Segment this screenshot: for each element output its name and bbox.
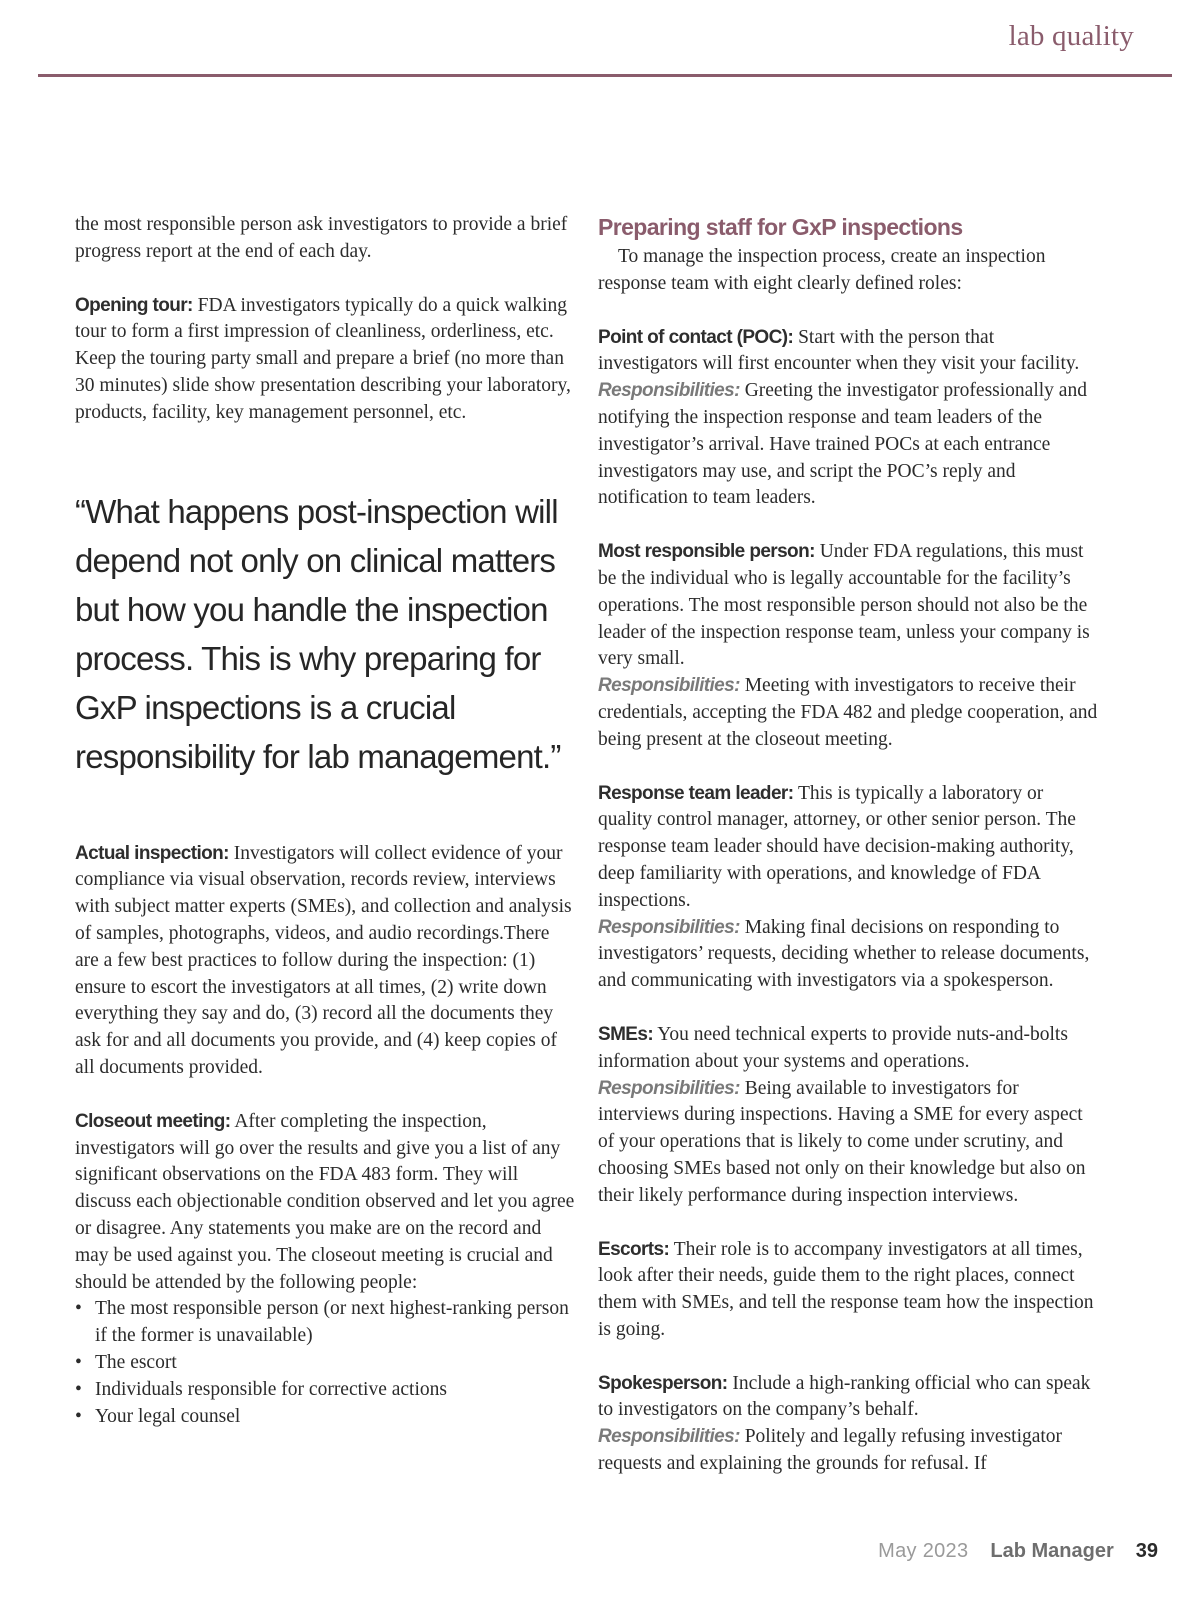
responsibilities-text: Greeting the investigator professionally and notifying the inspection response and team leaders of the investigator’s arrival. Have trained POCs at each entrance investigators may use, and script the POC’s reply and notification to team leaders.: [598, 380, 1087, 509]
responsibilities-text: Politely and legally refusing investigator requests and explaining the grounds for refusal. If: [598, 1426, 1063, 1475]
page-number: 39: [1135, 1540, 1158, 1562]
responsibilities-spokesperson: [598, 1424, 1098, 1478]
right-intro-paragraph: To manage the inspection process, create an inspection response team with eight clearly defined roles:: [598, 246, 1046, 294]
list-item-text: Individuals responsible for corrective actions: [95, 1378, 447, 1400]
magazine-name: Lab Manager: [990, 1540, 1114, 1562]
responsibilities-text: Meeting with investigators to receive their credentials, accepting the FDA 482 and pledge cooperation, and being present at the closeout meeting.: [598, 675, 1098, 750]
list-item-text: The escort: [95, 1351, 177, 1373]
role-text: You need technical experts to provide nuts-and-bolts information about your systems and operations.: [598, 1023, 1068, 1072]
opening-tour-lead: Opening tour:: [75, 294, 193, 316]
list-item: [75, 1296, 575, 1350]
actual-inspection-text: Investigators will collect evidence of your compliance via visual observation, records review, interviews with subject matter experts (SMEs), and collection and analysis of samples, photographs, videos, and audio recordings.There are a few best practices to follow during the inspection: (1) ensure to escort the investigators at all times, (2) write down everything they say and do, (3) record all the documents they ask for and all documents you provide, and (4) keep copies of all documents provided.: [75, 842, 572, 1078]
responsibilities-label: Responsibilities:: [598, 675, 740, 697]
responsibilities-most-responsible: [598, 673, 1098, 753]
responsibilities-label: Responsibilities:: [598, 916, 740, 938]
responsibilities-poc: [598, 378, 1098, 512]
list-item-text: The most responsible person (or next highest-ranking person if the former is unavailable): [95, 1298, 569, 1347]
role-lead: SMEs:: [598, 1023, 654, 1045]
role-text: Include a high-ranking official who can speak to investigators on the company’s behalf.: [598, 1372, 1091, 1421]
header-rule: [38, 74, 1172, 77]
responsibilities-text: Being available to investigators for interviews during inspections. Having a SME for every aspect of your operations that is likely to come under scrutiny, and choosing SMEs based not only on their knowledge but also on their likely performance during inspection interviews.: [598, 1077, 1086, 1206]
role-paragraph-spokesperson: [598, 1371, 1098, 1425]
section-heading: Preparing staff for GxP inspections: [598, 214, 963, 240]
role-paragraph-team-leader: [598, 781, 1098, 915]
list-item: [75, 1350, 575, 1377]
list-item-text: Your legal counsel: [95, 1405, 241, 1427]
intro-paragraph: the most responsible person ask investigators to provide a brief progress report at the end of each day.: [75, 214, 568, 262]
page-footer: [878, 1540, 1158, 1563]
role-text: This is typically a laboratory or quality control manager, attorney, or other senior person. The response team leader should have decision-making authority, deep familiarity with operations, and knowledge of FDA inspections.: [598, 782, 1076, 911]
responsibilities-label: Responsibilities:: [598, 1426, 740, 1448]
responsibilities-text: Making final decisions on responding to investigators’ requests, deciding whether to release documents, and communicating with investigators via a spokesperson.: [598, 916, 1090, 992]
responsibilities-smes: [598, 1076, 1098, 1210]
role-paragraph-smes: [598, 1022, 1098, 1076]
bullet-icon: •: [75, 1405, 82, 1427]
role-paragraph-most-responsible: [598, 539, 1098, 673]
list-item: [75, 1404, 575, 1431]
pull-quote: “What happens post-inspection will depend not only on clinical matters but how you handle the inspection process. This is why preparing for GxP inspections is a crucial responsibility for lab management.”: [75, 492, 561, 775]
right-column: [598, 212, 1098, 1478]
responsibilities-label: Responsibilities:: [598, 1077, 740, 1099]
role-lead: Escorts:: [598, 1238, 670, 1260]
role-lead: Response team leader:: [598, 782, 794, 804]
section-label: lab quality: [1008, 20, 1134, 52]
actual-inspection-paragraph: [75, 841, 575, 1082]
closeout-meeting-text: After completing the inspection, investigators will go over the results and give you a list of any significant observations on the FDA 483 form. They will discuss each objectionable condition observed and let you agree or disagree. Any statements you make are on the record and may be used against you. The closeout meeting is crucial and should be attended by the following people:: [75, 1110, 575, 1293]
role-lead: Point of contact (POC):: [598, 326, 794, 348]
role-paragraph-poc: [598, 325, 1098, 379]
bullet-icon: •: [75, 1298, 82, 1320]
responsibilities-label: Responsibilities:: [598, 380, 740, 402]
closeout-meeting-lead: Closeout meeting:: [75, 1110, 231, 1132]
responsibilities-team-leader: [598, 915, 1098, 995]
role-text: Their role is to accompany investigators at all times, look after their needs, guide them to the right places, connect them with SMEs, and tell the response team how the inspection is going.: [598, 1238, 1094, 1340]
left-column: [75, 212, 575, 1430]
bullet-icon: •: [75, 1378, 82, 1400]
bullet-icon: •: [75, 1351, 82, 1373]
opening-tour-paragraph: [75, 293, 575, 427]
attendee-list: [75, 1296, 575, 1430]
role-lead: Spokesperson:: [598, 1372, 728, 1394]
role-paragraph-escorts: [598, 1237, 1098, 1344]
role-text: Under FDA regulations, this must be the individual who is legally accountable for the facility’s operations. The most responsible person should not also be the leader of the inspection response team, unless your company is very small.: [598, 541, 1090, 670]
opening-tour-text: FDA investigators typically do a quick walking tour to form a first impression of cleanliness, orderliness, etc. Keep the touring party small and prepare a brief (no more than 30 minutes) slide show presentation describing your laboratory, products, facility, key management personnel, etc.: [75, 294, 571, 423]
role-text: Start with the person that investigators will first encounter when they visit your facility.: [598, 326, 1080, 375]
role-lead: Most responsible person:: [598, 541, 815, 563]
actual-inspection-lead: Actual inspection:: [75, 842, 229, 864]
closeout-meeting-paragraph: [75, 1109, 575, 1297]
issue-date: May 2023: [878, 1540, 969, 1562]
list-item: [75, 1377, 575, 1404]
